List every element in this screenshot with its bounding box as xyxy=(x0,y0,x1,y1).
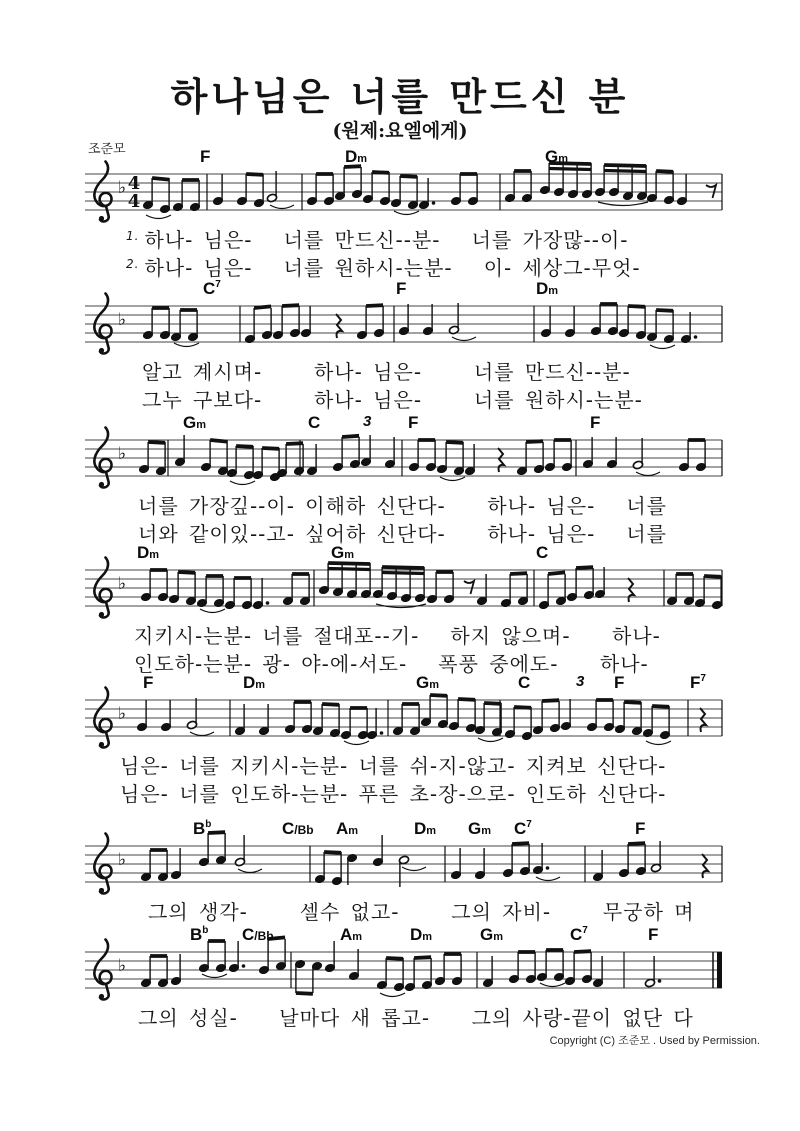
chord-symbol: Am xyxy=(340,925,363,944)
chord-symbol: $F^7$ xyxy=(690,673,706,692)
chord-symbol: C xyxy=(536,543,549,562)
lyric-line xyxy=(134,620,661,649)
lyric-text: 너를 가장깊--이- 이해하 신단다- 하나- 님은- 너를 xyxy=(138,494,667,518)
composer-name: 조준모 xyxy=(88,142,126,157)
chord-symbol: F xyxy=(614,673,625,692)
chord-symbol: Dm xyxy=(243,673,266,692)
song-subtitle: (원제:요엘에게) xyxy=(332,120,468,142)
lyric-line xyxy=(142,356,631,385)
copyright-notice: Copyright (C) 조준모 . Used by Permission. xyxy=(549,1035,760,1047)
chord-symbol: C/Bb xyxy=(242,925,274,944)
chord-symbol: Dm xyxy=(345,147,368,166)
chord-symbol: Gm xyxy=(183,413,207,432)
chord-symbol: Gm xyxy=(331,543,355,562)
treble-clef-icon xyxy=(94,558,111,618)
chord-symbol: $B^b$ xyxy=(193,819,212,838)
chord-symbol: Gm xyxy=(545,147,569,166)
time-signature-top: 4 xyxy=(127,173,141,194)
lyric-text: 님은- 너를 지키시-는분- 너를 쉬-지-않고- 지켜보 신단다- xyxy=(120,754,667,778)
lyric-line xyxy=(142,384,643,413)
chord-symbol: $C^7$ xyxy=(514,819,532,838)
chord-symbol: C xyxy=(518,673,531,692)
treble-clef-icon xyxy=(94,688,111,748)
lyric-line xyxy=(134,648,649,677)
lyric-line xyxy=(120,750,666,779)
lyric-line xyxy=(138,490,667,519)
flat-sign: ♭ xyxy=(118,310,127,330)
treble-clef-icon xyxy=(94,834,111,894)
treble-clef-icon xyxy=(94,294,111,354)
chord-symbol: F xyxy=(408,413,419,432)
triplet-number: 3 xyxy=(363,413,372,430)
lyric-text: 너와 같이있--고- 싶어하 신단다- 하나- 님은- 너를 xyxy=(138,522,667,546)
flat-sign: ♭ xyxy=(118,574,127,594)
chord-symbol: Dm xyxy=(414,819,437,838)
chord-symbol: Gm xyxy=(480,925,504,944)
chord-symbol: C xyxy=(308,413,321,432)
chord-symbol: F xyxy=(590,413,601,432)
flat-sign: ♭ xyxy=(118,444,127,464)
lyric-line xyxy=(138,518,667,547)
staff-system xyxy=(85,688,722,748)
chord-symbol: F xyxy=(396,279,407,298)
chord-symbol: F xyxy=(143,673,154,692)
treble-clef-icon xyxy=(94,162,111,222)
lyric-text: 그의 생각- 셀수 없고- 그의 자비- 무궁하 며 xyxy=(148,900,695,924)
flat-sign: ♭ xyxy=(118,956,127,976)
verse-number: 2. xyxy=(126,257,140,271)
chord-symbol: Am xyxy=(336,819,359,838)
chord-symbol: $B^b$ xyxy=(190,925,209,944)
chord-symbol: Gm xyxy=(468,819,492,838)
triplet-number: 3 xyxy=(576,673,585,690)
song-title: 하나님은 너를 만드신 분 xyxy=(170,74,630,119)
treble-clef-icon xyxy=(94,940,111,1000)
lyric-text: 그의 성실- 날마다 새 롭고- 그의 사랑-끝이 없단 다 xyxy=(138,1006,694,1030)
staff-system xyxy=(85,428,722,488)
lyric-text: 님은- 너를 인도하-는분- 푸른 초-장-으로- 인도하 신단다- xyxy=(120,782,667,806)
lyric-line xyxy=(148,896,695,925)
flat-sign: ♭ xyxy=(118,850,127,870)
lyric-line xyxy=(126,252,641,281)
chord-symbol: F xyxy=(635,819,646,838)
lyric-text: 하나- 님은- 너를 만드신--분- 너를 가장많--이- xyxy=(144,228,629,252)
chord-symbol: Dm xyxy=(536,279,559,298)
chord-symbol: Dm xyxy=(410,925,433,944)
chord-symbol: $C^7$ xyxy=(570,925,588,944)
chord-symbol: $C^7$ xyxy=(203,279,221,298)
lyric-line xyxy=(126,224,629,253)
lyric-text: 지키시-는분- 너를 절대포--기- 하지 않으며- 하나- xyxy=(134,624,661,648)
lyric-text: 인도하-는분- 광- 야-에-서도- 폭풍 중에도- 하나- xyxy=(134,652,649,676)
chord-symbol: Gm xyxy=(416,673,440,692)
verse-number: 1. xyxy=(126,229,140,243)
flat-sign: ♭ xyxy=(118,178,127,198)
chord-symbol: C/Bb xyxy=(282,819,314,838)
chord-symbol: Dm xyxy=(137,543,160,562)
treble-clef-icon xyxy=(94,428,111,488)
lyric-text: 알고 계시며- 하나- 님은- 너를 만드신--분- xyxy=(142,360,631,384)
chord-symbol: F xyxy=(648,925,659,944)
chord-symbol: F xyxy=(200,147,211,166)
lyric-line xyxy=(120,778,666,807)
lyric-text: 그누 구보다- 하나- 님은- 너를 원하시-는분- xyxy=(142,388,643,412)
time-signature-bottom: 4 xyxy=(127,191,141,212)
lyric-line xyxy=(138,1002,694,1031)
flat-sign: ♭ xyxy=(118,704,127,724)
lyric-text: 하나- 님은- 너를 원하시-는분- 이- 세상그-무엇- xyxy=(144,256,641,280)
